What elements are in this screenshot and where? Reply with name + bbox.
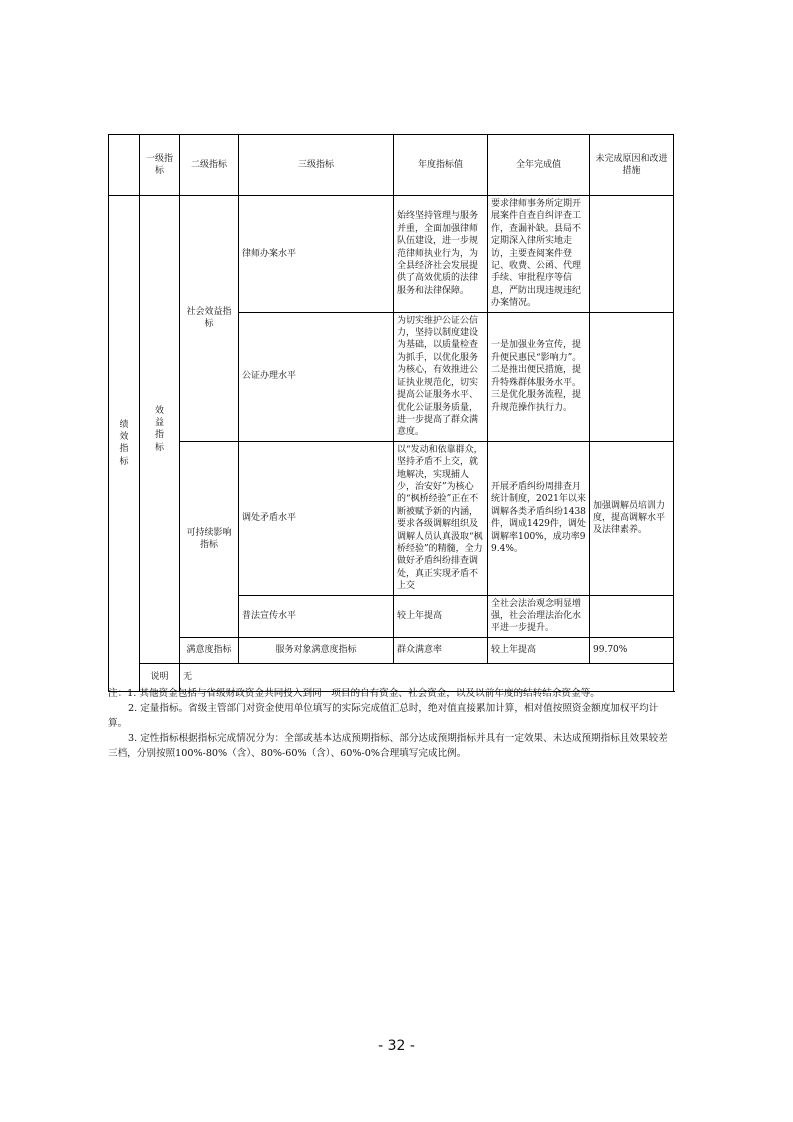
reason-cell: 加强调解员培训力度，提高调解水平及法律素养。 <box>590 441 674 595</box>
group-benefit-cell <box>140 196 180 664</box>
subgroup-service-cell: 服务对象满意度指标 <box>239 637 394 663</box>
reason-cell <box>590 312 674 441</box>
remark-label: 说明 <box>140 663 180 691</box>
completion-cell: 要求律师事务所定期开展案件自查自纠评查工作，查漏补缺。县局不定期深入律所实地走访，主要查阅案件登记、收费、公函、代理手续、审批程序等信息，严防出现违规违纪办案情况。 <box>488 196 590 313</box>
reason-cell <box>590 595 674 637</box>
target-cell: 以“发动和依靠群众，坚持矛盾不上交，就地解决，实现捕人少，治安好”为核心的“枫桥经验”正在不断被赋予新的内涵，要求各级调解组织及调解人员认真汲取“枫桥经验”的精髓，全力做好矛盾纠纷排查调处，真正实现矛盾不上交 <box>394 441 488 595</box>
completion-cell: 全社会法治观念明显增强，社会治理法治化水平进一步提升。 <box>488 595 590 637</box>
indicator-cell: 律师办案水平 <box>239 196 394 313</box>
performance-table <box>108 134 674 692</box>
group-satisfaction-cell: 满意度指标 <box>180 637 239 663</box>
group-benefit-label: 效益指标 <box>154 405 164 453</box>
footnote-3: 3. 定性指标根据指标完成情况分为：全部或基本达成预期指标、部分达成预期指标并具有一定效果、未达成预期指标且效果较差三档，分别按照100%-80%（含）、80%-60%（含）、60%-0%合理填写完成比例。 <box>108 733 668 759</box>
subgroup-social-cell: 社会效益指标 <box>180 196 239 442</box>
reason-cell <box>590 196 674 313</box>
completion-cell: 一是加强业务宣传，提升便民惠民“影响力”。二是推出便民措施，提升特殊群体服务水平。三是优化服务流程，提升规范操作执行力。 <box>488 312 590 441</box>
header-blank <box>109 135 140 196</box>
target-cell: 为切实维护公证公信力，坚持以制度建设为基础，以质量检查为抓手，以优化服务为核心，有效推进公证执业规范化，切实提高公证服务水平、优化公证服务质量，进一步提高了群众满意度。 <box>394 312 488 441</box>
target-cell: 较上年提高 <box>488 637 590 663</box>
header-level2: 二级指标 <box>180 135 239 196</box>
header-target: 年度指标值 <box>394 135 488 196</box>
table-header-row <box>109 135 674 196</box>
footnote-2: 2. 定量指标。省级主管部门对资金使用单位填写的实际完成值汇总时，绝对值直接累加计算，相对值按照资金额度加权平均计算。 <box>108 703 659 729</box>
indicator-cell: 公证办理水平 <box>239 312 394 441</box>
category-cell <box>109 196 140 692</box>
table-row <box>109 441 674 595</box>
completion-cell: 开展矛盾纠纷周排查月统计制度，2021年以来调解各类矛盾纠纷1438件，调成1429件，调处调解率100%，成功率99.4%。 <box>488 441 590 595</box>
subgroup-sustainable-cell: 可持续影响指标 <box>180 441 239 637</box>
category-label: 绩效指标 <box>119 419 129 467</box>
page-number: - 32 - <box>378 1038 415 1054</box>
indicator-cell: 群众满意率 <box>394 637 488 663</box>
remark-value: 无 <box>180 663 674 691</box>
footnote-1: 注：1. 其他资金包括与省级财政资金共同投入到同一项目的自有资金、社会资金，以及以前年度的结转结余资金等。 <box>108 688 600 699</box>
header-completion: 全年完成值 <box>488 135 590 196</box>
header-level1: 一级指标 <box>140 135 180 196</box>
header-level3: 三级指标 <box>239 135 394 196</box>
completion-cell: 99.70% <box>590 637 674 663</box>
target-cell: 始终坚持管理与服务并重，全面加强律师队伍建设，进一步规范律师执业行为，为全县经济社会发展提供了高效优质的法律服务和法律保障。 <box>394 196 488 313</box>
indicator-cell: 调处矛盾水平 <box>239 441 394 595</box>
table-row <box>109 196 674 313</box>
indicator-cell: 普法宣传水平 <box>239 595 394 637</box>
table-row <box>109 637 674 663</box>
footnotes <box>108 686 673 761</box>
target-cell: 较上年提高 <box>394 595 488 637</box>
header-reason: 未完成原因和改进措施 <box>590 135 674 196</box>
